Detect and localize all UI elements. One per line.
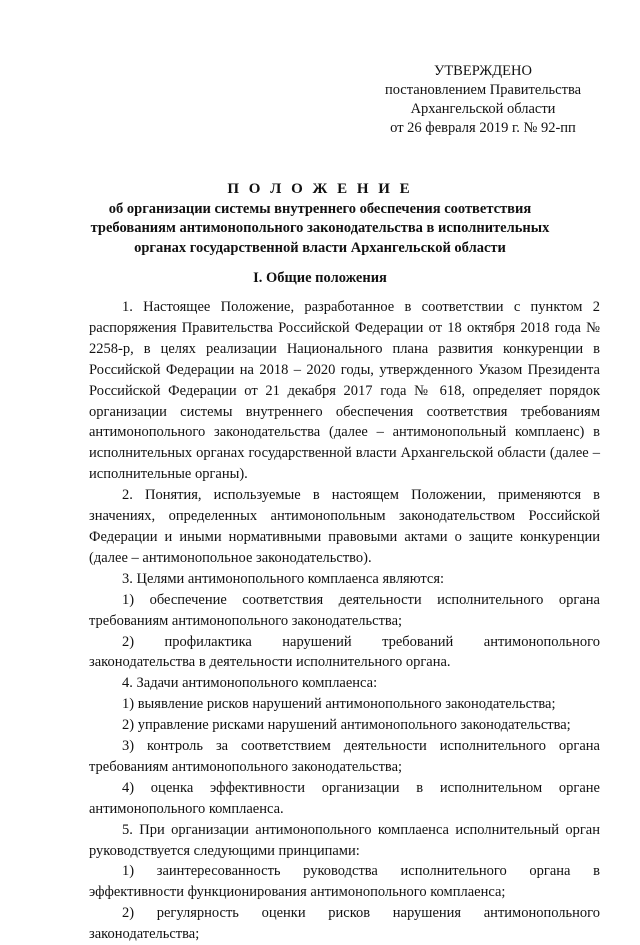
paragraph-2: 2. Понятия, используемые в настоящем Положении, применяются в значениях, определенных антимонопольным законодательством Российской Федерации и иными нормативными правовыми актами о защите конкуренции (далее – антимонопольное законодательство). <box>89 487 600 566</box>
title-line-3: органах государственной власти Архангельской области <box>134 239 506 256</box>
paragraph-4: 4. Задачи антимонопольного комплаенса: <box>122 675 378 692</box>
approval-issuer: постановлением Правительства <box>384 82 582 98</box>
paragraph-5: 5. При организации антимонопольного комплаенса исполнительный орган руководствуется следующими принципами: <box>89 821 600 859</box>
document-title <box>60 180 580 258</box>
approval-stamp <box>378 62 588 138</box>
approval-region: Архангельской области <box>410 101 556 117</box>
paragraph-3-item-1: 1) обеспечение соответствия деятельности исполнительного органа требованиям антимонопольного законодательства; <box>89 591 600 629</box>
paragraph-4-item-1: 1) выявление рисков нарушений антимонопольного законодательства; <box>122 696 556 713</box>
section-heading: I. Общие положения <box>253 270 387 286</box>
paragraph-5-item-2: 2) регулярность оценки рисков нарушения антимонопольного законодательства; <box>89 905 600 943</box>
paragraph-5-item-1: 1) заинтересованность руководства исполнительного органа в эффективности функционирования антимонопольного комплаенса; <box>89 863 600 901</box>
approval-date: от 26 февраля 2019 г. № 92-пп <box>390 120 576 136</box>
paragraph-1: 1. Настоящее Положение, разработанное в соответствии с пунктом 2 распоряжения Правительства Российской Федерации от 18 октября 2018 года № 2258-р, в целях реализации Национального плана развития конкуренции в Российской Федерации на 2018 – 2020 годы, утвержденного Указом Президента Российской Федерации от 21 декабря 2017 года № 618, определяет порядок организации системы внутреннего обеспечения соответствия требованиям антимонопольного законодательства (далее – антимонопольный комплаенс) в исполнительных органах государственной власти Архангельской области (далее – исполнительные органы). <box>89 299 600 483</box>
paragraph-3: 3. Целями антимонопольного комплаенса являются: <box>122 570 445 587</box>
paragraph-3-item-2: 2) профилактика нарушений требований антимонопольного законодательства в деятельности исполнительного органа. <box>89 633 600 671</box>
approval-title: УТВЕРЖДЕНО <box>434 63 532 79</box>
title-heading: П О Л О Ж Е Н И Е <box>227 181 413 197</box>
paragraph-4-item-4: 4) оценка эффективности организации в исполнительном органе антимонопольного комплаенса. <box>89 779 600 817</box>
title-line-1: об организации системы внутреннего обеспечения соответствия <box>108 200 532 217</box>
title-line-2: требованиям антимонопольного законодательства в исполнительных <box>90 220 550 236</box>
document-body <box>89 297 600 945</box>
paragraph-4-item-3: 3) контроль за соответствием деятельности исполнительного органа требованиям антимонопольного законодательства; <box>89 738 600 775</box>
paragraph-4-item-2: 2) управление рисками нарушений антимонопольного законодательства; <box>122 717 571 734</box>
